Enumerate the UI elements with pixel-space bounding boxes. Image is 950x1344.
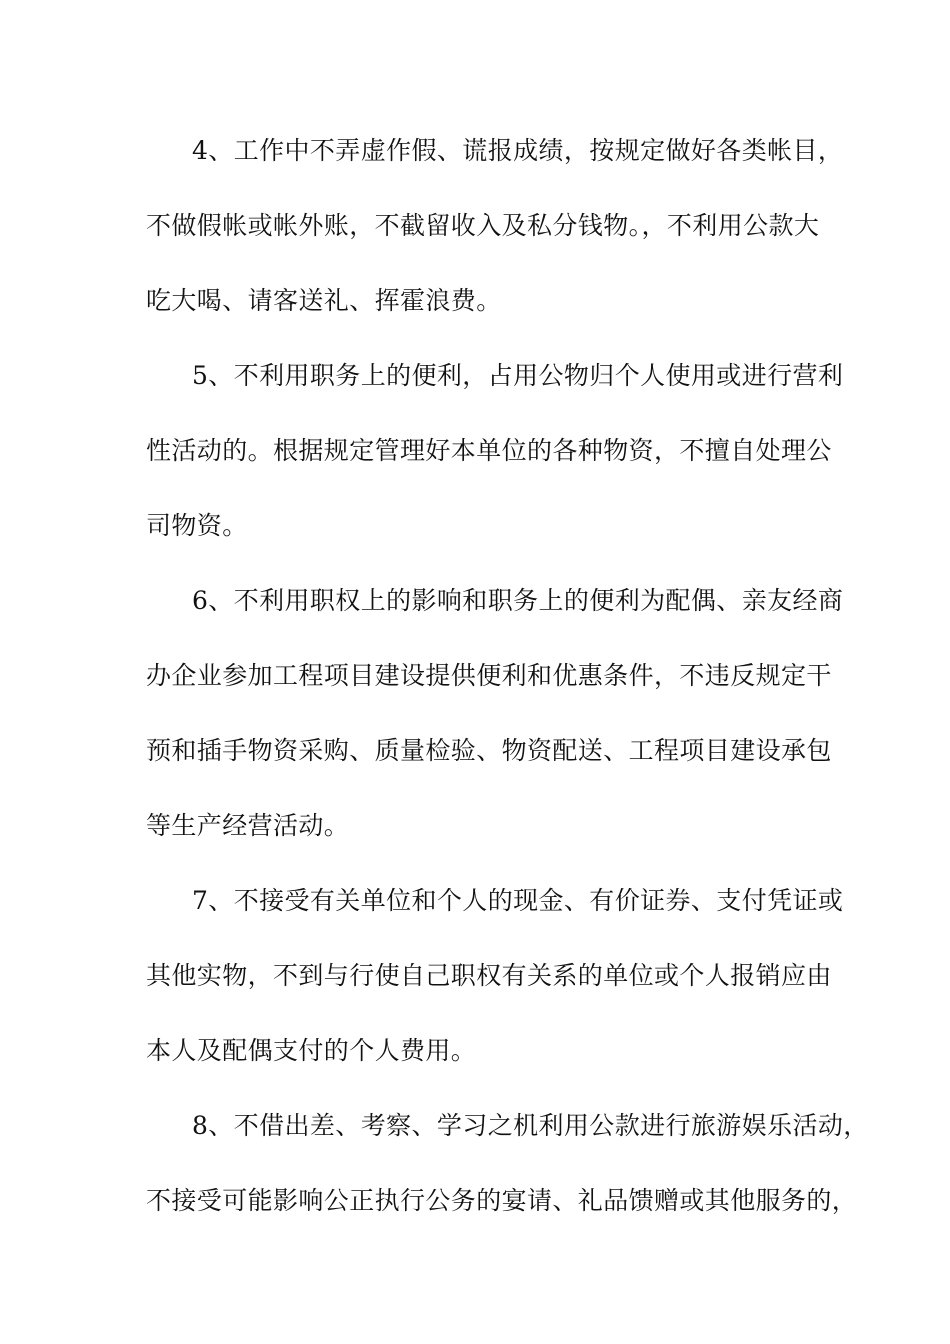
paragraph-6-line-4: 等生产经营活动。 <box>146 811 350 840</box>
paragraph-5-line-2: 性活动的。根据规定管理好本单位的各种物资，不擅自处理公 <box>146 436 832 465</box>
paragraph-6-line-2: 办企业参加工程项目建设提供便利和优惠条件，不违反规定干 <box>146 661 832 690</box>
paragraph-7-line-3: 本人及配偶支付的个人费用。 <box>146 1036 477 1065</box>
paragraph-7-line-2: 其他实物，不到与行使自己职权有关系的单位或个人报销应由 <box>146 961 832 990</box>
paragraph-4-line-2: 不做假帐或帐外账，不截留收入及私分钱物。，不利用公款大 <box>146 211 820 240</box>
paragraph-6-line-3: 预和插手物资采购、质量检验、物资配送、工程项目建设承包 <box>146 736 832 765</box>
paragraph-5-line-1: 5、不利用职务上的便利，占用公物归个人使用或进行营利 <box>192 361 844 390</box>
paragraph-4-line-3: 吃大喝、请客送礼、挥霍浪费。 <box>146 286 502 315</box>
paragraph-5-line-3: 司物资。 <box>146 511 248 540</box>
paragraph-8-line-1: 8、不借出差、考察、学习之机利用公款进行旅游娱乐活动， <box>192 1111 869 1140</box>
paragraph-6-line-1: 6、不利用职权上的影响和职务上的便利为配偶、亲友经商 <box>192 586 844 615</box>
paragraph-7-line-1: 7、不接受有关单位和个人的现金、有价证券、支付凭证或 <box>192 886 844 915</box>
paragraph-8-line-2: 不接受可能影响公正执行公务的宴请、礼品馈赠或其他服务的， <box>146 1186 858 1215</box>
paragraph-4-line-1: 4、工作中不弄虚作假、谎报成绩，按规定做好各类帐目， <box>192 136 844 165</box>
